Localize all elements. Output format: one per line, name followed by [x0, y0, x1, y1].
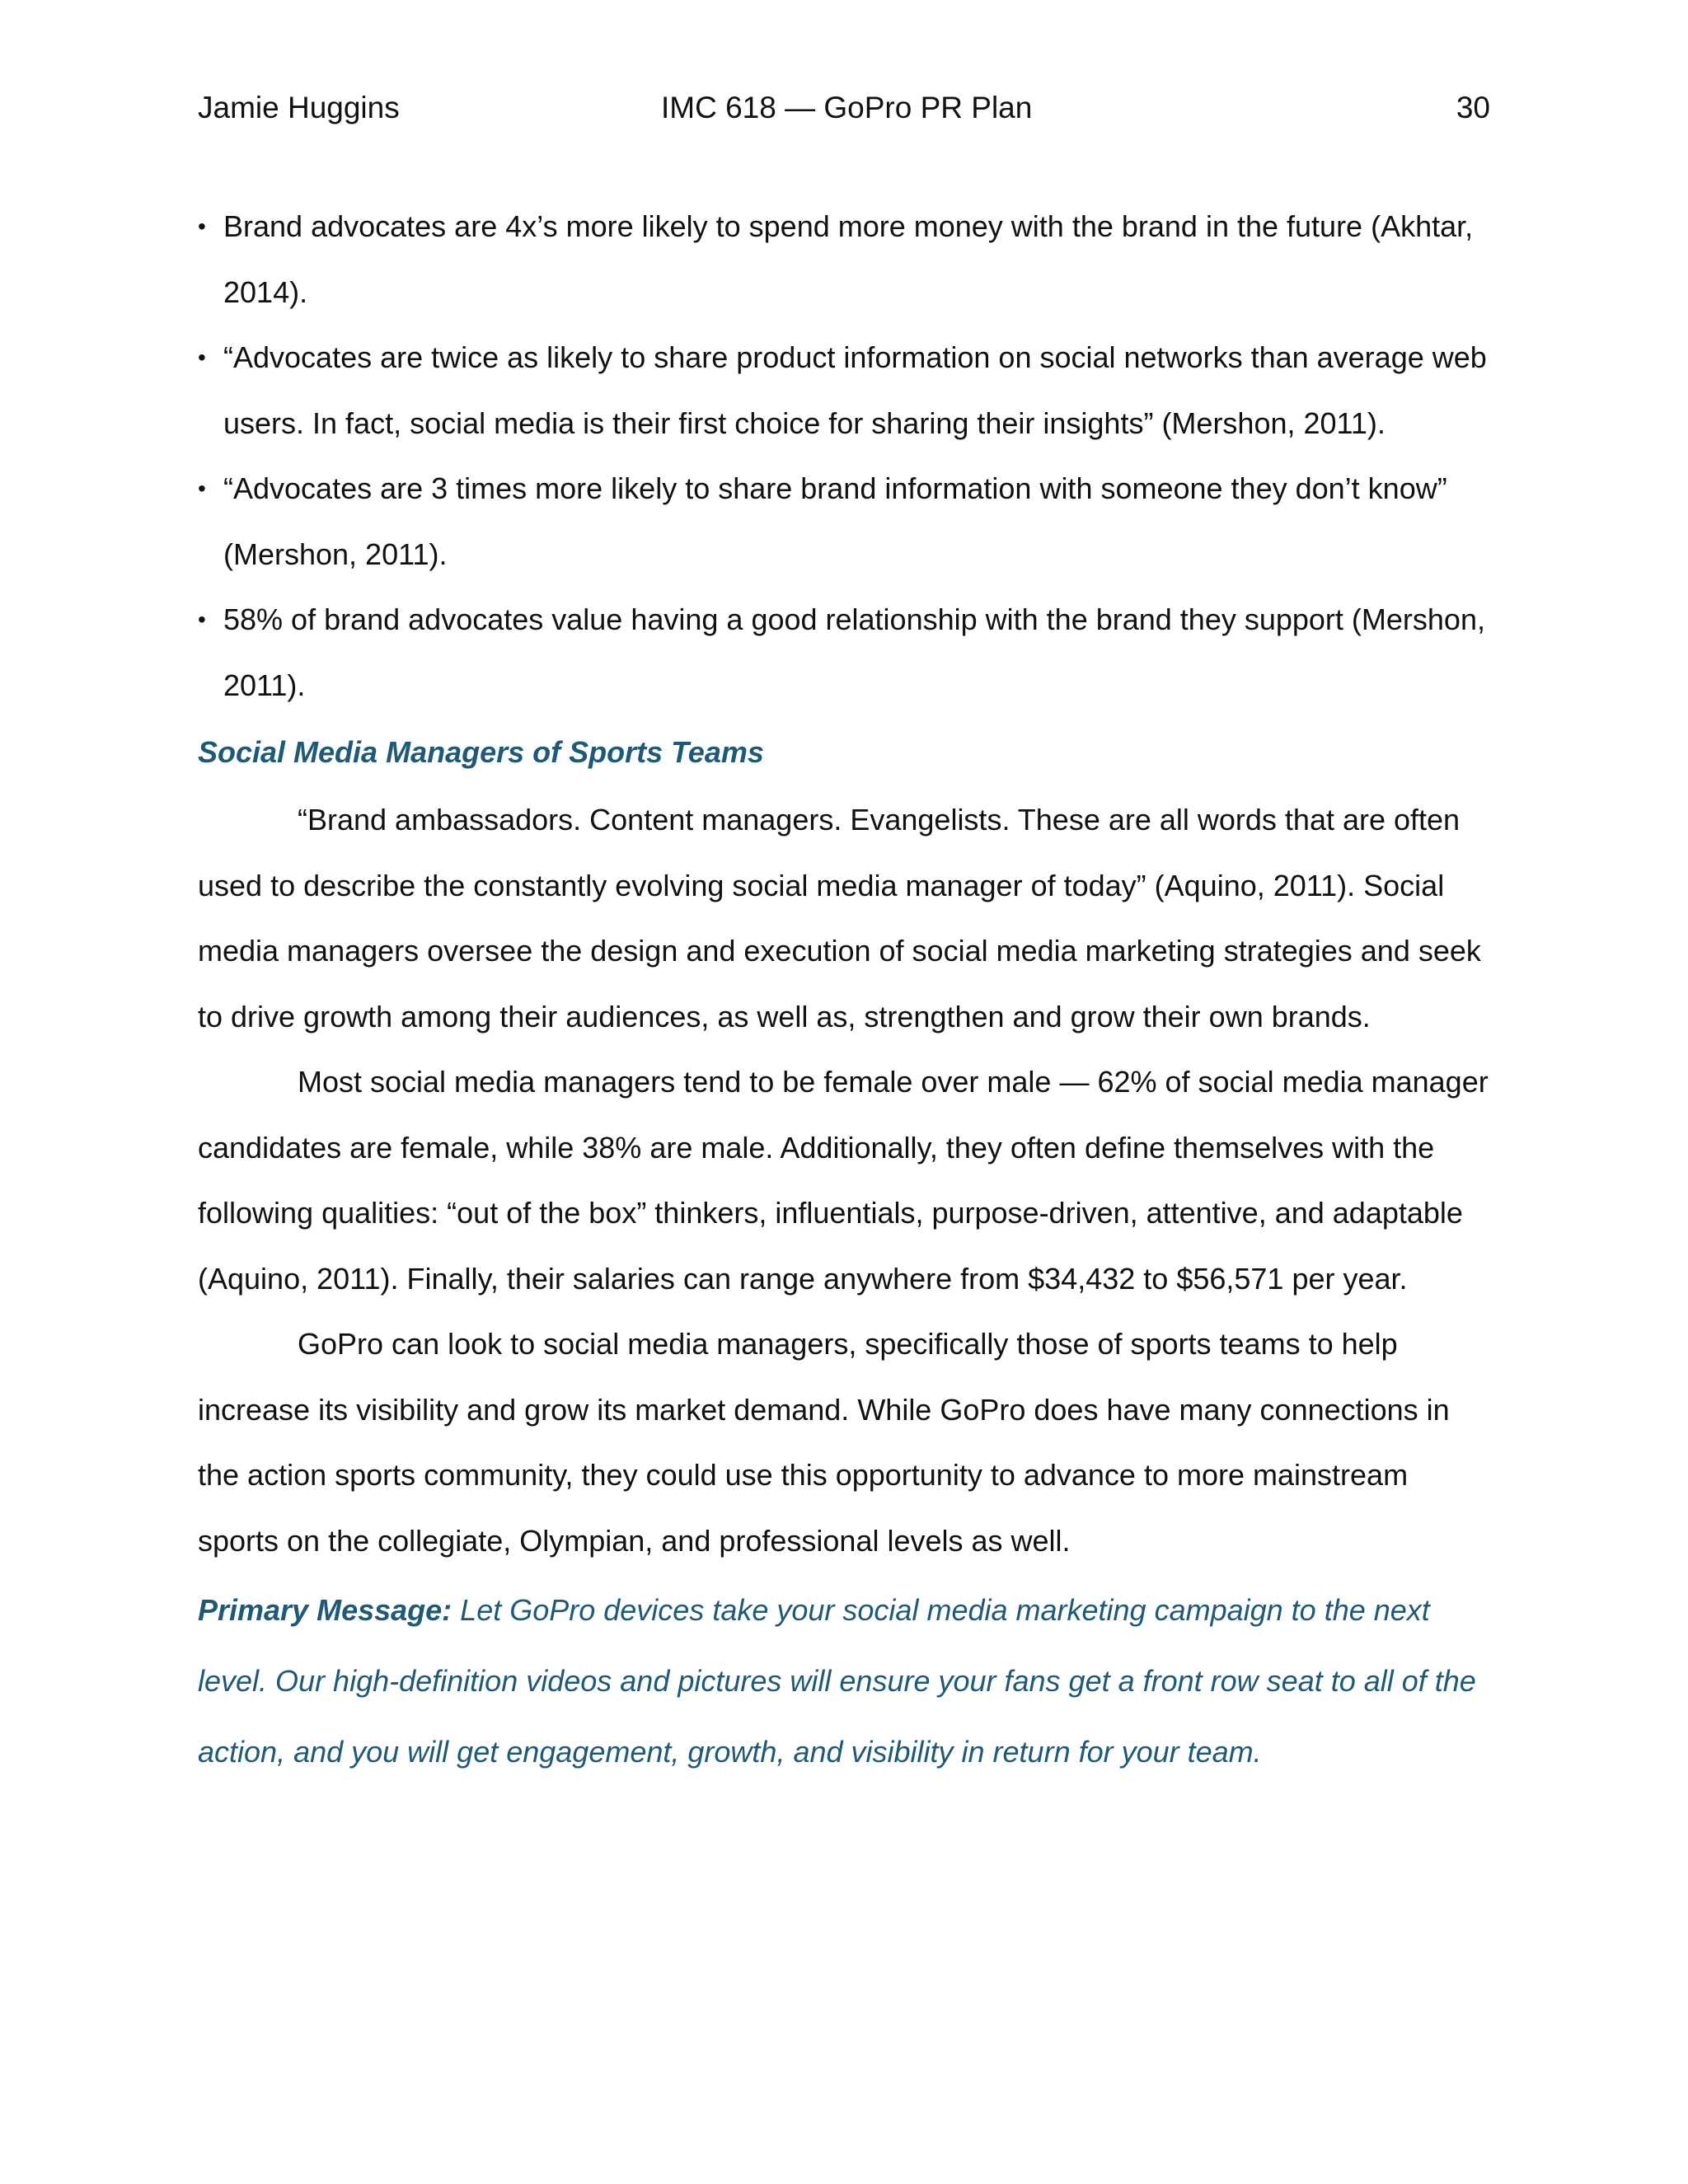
body-paragraph: “Brand ambassadors. Content managers. Evangelists. These are all words that are often used to describe the constantly evolving social media manager of today” (Aquino, 2011). Social media managers oversee the design and execution of social media marketing strategies and seek to drive growth among their audiences, as well as, strengthen and grow their own brands. — [198, 803, 1481, 1033]
page-body — [198, 194, 1492, 1788]
bullet-text: “Advocates are twice as likely to share product information on social networks than average web users. In fact, social media is their first choice for sharing their insights” (Mershon, 2011). — [223, 340, 1487, 440]
bullet-item — [198, 325, 1492, 456]
header-title: IMC 618 — GoPro PR Plan — [661, 91, 1033, 124]
primary-message-label: Primary Message: — [198, 1593, 452, 1627]
bullet-text: 58% of brand advocates value having a good relationship with the brand they support (Mershon, 2011). — [223, 602, 1485, 702]
header-author: Jamie Huggins — [198, 91, 400, 124]
bullet-icon: • — [198, 213, 206, 239]
bullet-list — [198, 194, 1492, 718]
section-heading: Social Media Managers of Sports Teams — [198, 735, 764, 769]
body-paragraph: Most social media managers tend to be female over male — 62% of social media manager candidates are female, while 38% are male. Additionally, they often define themselves with the following qualities: “out of the box” thinkers, influentials, purpose-driven, attentive, and adaptable (Aquino, 2011). Finally, their salaries can range anywhere from $34,432 to $56,571 per year. — [198, 1065, 1489, 1296]
bullet-item — [198, 587, 1492, 718]
page-number: 30 — [1456, 91, 1490, 124]
primary-message — [198, 1573, 1492, 1788]
page-header — [198, 91, 1490, 140]
bullet-item — [198, 194, 1492, 325]
bullet-item — [198, 456, 1492, 587]
bullet-text: “Advocates are 3 times more likely to share brand information with someone they don’t know” (Mershon, 2011). — [223, 471, 1447, 571]
bullet-icon: • — [198, 607, 206, 632]
bullet-icon: • — [198, 476, 206, 501]
body-paragraph: GoPro can look to social media managers, specifically those of sports teams to help increase its visibility and grow its market demand. While GoPro does have many connections in the action sports community, they could use this opportunity to advance to more mainstream sports on the collegiate, Olympian, and professional levels as well. — [198, 1327, 1450, 1558]
primary-message-text: Let GoPro devices take your social media marketing campaign to the next level. Our high-definition videos and pictures will ensure your fans get a front row seat to all of the action, and you will get engagement, growth, and visibility in return for your team. — [198, 1593, 1476, 1769]
bullet-text: Brand advocates are 4x’s more likely to spend more money with the brand in the future (Akhtar, 2014). — [223, 209, 1474, 309]
bullet-icon: • — [198, 344, 206, 370]
